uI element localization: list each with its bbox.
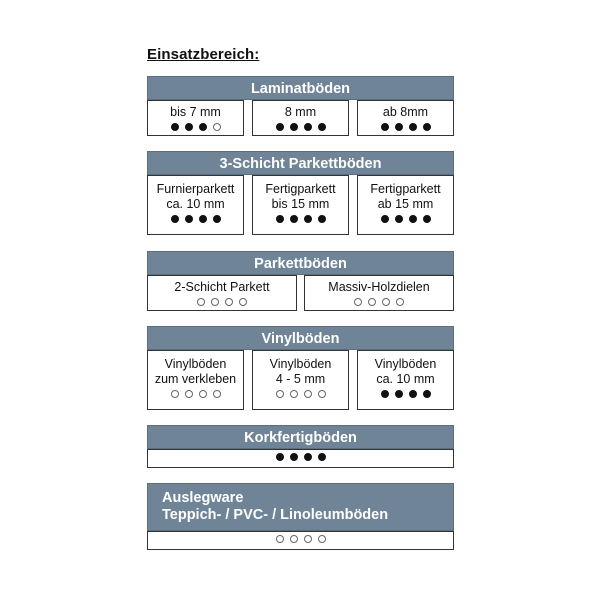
empty-dot-icon xyxy=(382,298,390,306)
filled-dot-icon xyxy=(290,215,298,223)
rating-dots xyxy=(358,215,453,223)
rating-cell xyxy=(252,100,349,136)
section-vinylboeden xyxy=(147,326,454,410)
filled-dot-icon xyxy=(381,123,389,131)
rating-cell xyxy=(147,531,454,550)
filled-dot-icon xyxy=(423,123,431,131)
rating-cell xyxy=(357,175,454,235)
rating-dots xyxy=(148,535,453,543)
section-header-line1: Auslegware xyxy=(162,490,244,506)
filled-dot-icon xyxy=(185,215,193,223)
rating-cell xyxy=(304,275,454,311)
cell-label: bis 7 mm xyxy=(170,105,221,119)
section-header: 3-Schicht Parkettböden xyxy=(147,151,454,175)
filled-dot-icon xyxy=(199,215,207,223)
section-header: Laminatböden xyxy=(147,76,454,100)
rating-dots xyxy=(253,215,348,223)
empty-dot-icon xyxy=(199,390,207,398)
cell-label-line2: ca. 10 mm xyxy=(166,197,225,211)
rating-cell xyxy=(147,175,244,235)
empty-dot-icon xyxy=(185,390,193,398)
rating-cell xyxy=(357,100,454,136)
rating-dots xyxy=(253,123,348,131)
filled-dot-icon xyxy=(185,123,193,131)
filled-dot-icon xyxy=(423,390,431,398)
filled-dot-icon xyxy=(276,453,284,461)
cell-label: 2-Schicht Parkett xyxy=(174,280,270,294)
rating-dots xyxy=(148,453,453,461)
empty-dot-icon xyxy=(213,390,221,398)
filled-dot-icon xyxy=(395,390,403,398)
page-title: Einsatzbereich: xyxy=(147,46,260,63)
filled-dot-icon xyxy=(276,123,284,131)
cell-label-line1: Vinylböden xyxy=(164,357,227,371)
section-header: Korkfertigböden xyxy=(147,425,454,449)
filled-dot-icon xyxy=(171,123,179,131)
filled-dot-icon xyxy=(395,215,403,223)
filled-dot-icon xyxy=(381,215,389,223)
filled-dot-icon xyxy=(395,123,403,131)
cell-label-line1: Vinylböden xyxy=(374,357,437,371)
empty-dot-icon xyxy=(239,298,247,306)
section-header: Vinylböden xyxy=(147,326,454,350)
filled-dot-icon xyxy=(318,453,326,461)
empty-dot-icon xyxy=(396,298,404,306)
section-korkfertigboeden xyxy=(147,425,454,468)
section-header-line2: Teppich- / PVC- / Linoleumböden xyxy=(162,507,389,523)
empty-dot-icon xyxy=(225,298,233,306)
rating-cell xyxy=(147,449,454,468)
empty-dot-icon xyxy=(354,298,362,306)
filled-dot-icon xyxy=(423,215,431,223)
cell-label-line1: Vinylböden xyxy=(269,357,332,371)
rating-dots xyxy=(148,123,243,131)
cell-label-line2: bis 15 mm xyxy=(271,197,330,211)
empty-dot-icon xyxy=(368,298,376,306)
rating-cell xyxy=(147,275,297,311)
rating-cell xyxy=(147,350,244,410)
filled-dot-icon xyxy=(290,123,298,131)
empty-dot-icon xyxy=(304,535,312,543)
rating-dots xyxy=(358,123,453,131)
cell-label: Massiv-Holzdielen xyxy=(328,280,430,294)
filled-dot-icon xyxy=(318,123,326,131)
empty-dot-icon xyxy=(213,123,221,131)
filled-dot-icon xyxy=(409,215,417,223)
empty-dot-icon xyxy=(290,390,298,398)
rating-dots xyxy=(305,298,453,306)
filled-dot-icon xyxy=(381,390,389,398)
filled-dot-icon xyxy=(171,215,179,223)
cell-label: 8 mm xyxy=(284,105,317,119)
section-laminatboeden xyxy=(147,76,454,136)
rating-cell xyxy=(252,350,349,410)
rating-cell xyxy=(357,350,454,410)
empty-dot-icon xyxy=(304,390,312,398)
filled-dot-icon xyxy=(213,215,221,223)
filled-dot-icon xyxy=(199,123,207,131)
section-header xyxy=(147,483,454,531)
filled-dot-icon xyxy=(304,215,312,223)
empty-dot-icon xyxy=(197,298,205,306)
section-auslegware xyxy=(147,483,454,550)
rating-dots xyxy=(148,390,243,398)
rating-cell xyxy=(147,100,244,136)
empty-dot-icon xyxy=(171,390,179,398)
rating-dots xyxy=(148,215,243,223)
empty-dot-icon xyxy=(318,535,326,543)
cell-label-line1: Fertigparkett xyxy=(370,182,441,196)
cell-label-line2: zum verkleben xyxy=(154,372,237,386)
rating-dots xyxy=(253,390,348,398)
empty-dot-icon xyxy=(318,390,326,398)
section-header: Parkettböden xyxy=(147,251,454,275)
section-parkettboeden xyxy=(147,251,454,311)
rating-dots xyxy=(358,390,453,398)
rating-dots xyxy=(148,298,296,306)
cell-label-line1: Furnierparkett xyxy=(156,182,235,196)
cell-label-line2: 4 - 5 mm xyxy=(275,372,326,386)
filled-dot-icon xyxy=(304,453,312,461)
empty-dot-icon xyxy=(211,298,219,306)
filled-dot-icon xyxy=(318,215,326,223)
cell-label: ab 8mm xyxy=(382,105,429,119)
filled-dot-icon xyxy=(304,123,312,131)
empty-dot-icon xyxy=(276,535,284,543)
filled-dot-icon xyxy=(409,390,417,398)
section-3-schicht-parkettboeden xyxy=(147,151,454,235)
filled-dot-icon xyxy=(290,453,298,461)
cell-label-line1: Fertigparkett xyxy=(265,182,336,196)
empty-dot-icon xyxy=(276,390,284,398)
filled-dot-icon xyxy=(276,215,284,223)
cell-label-line2: ca. 10 mm xyxy=(376,372,435,386)
empty-dot-icon xyxy=(290,535,298,543)
cell-label-line2: ab 15 mm xyxy=(377,197,434,211)
filled-dot-icon xyxy=(409,123,417,131)
rating-cell xyxy=(252,175,349,235)
